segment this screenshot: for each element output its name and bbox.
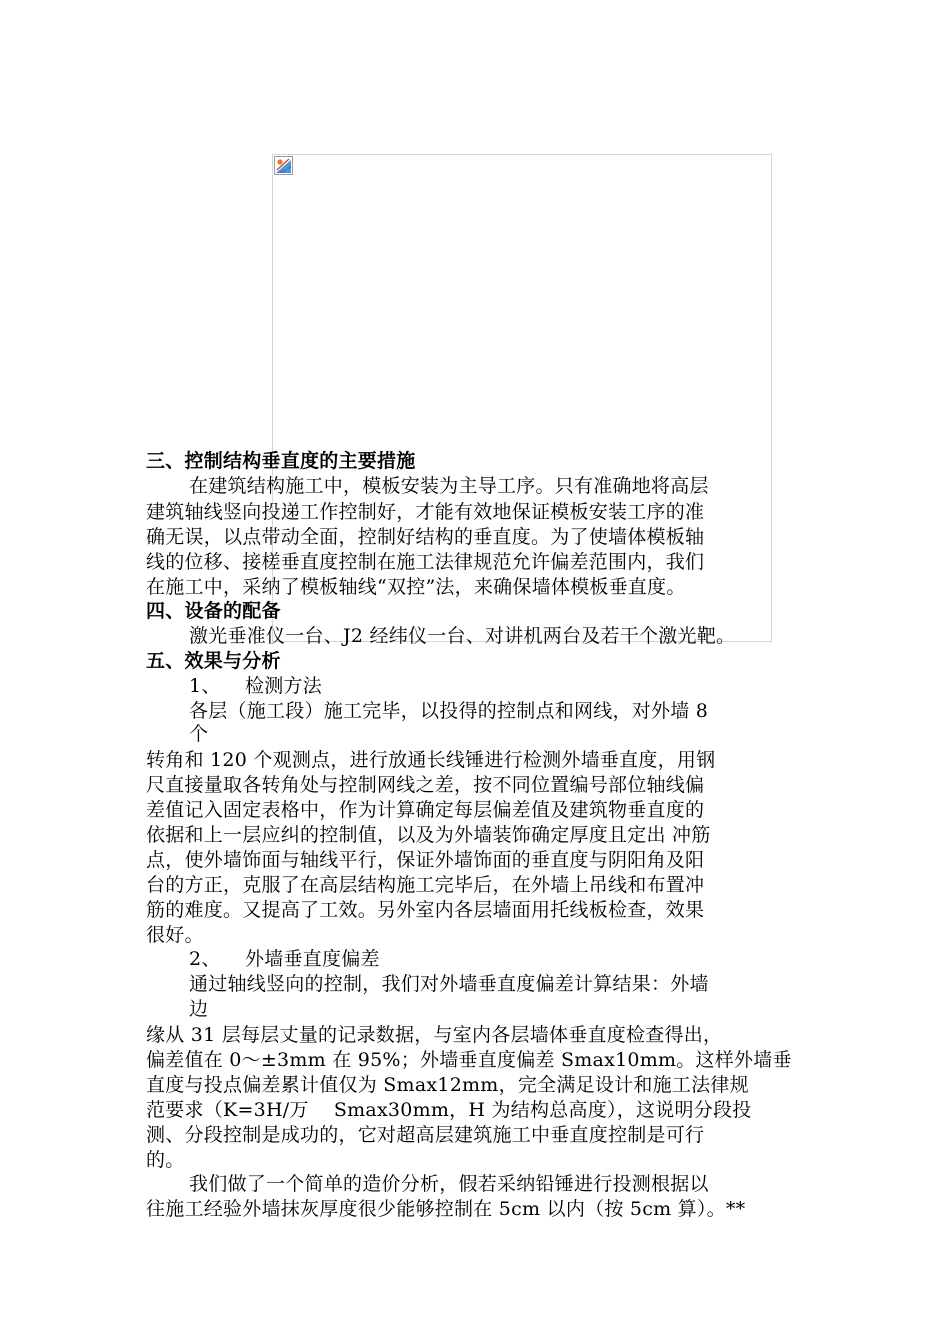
paragraph-line: 个	[189, 723, 209, 745]
subsection-heading-1	[189, 673, 809, 699]
paragraph-line: 线的位移、接槎垂直度控制在施工法律规范允许偏差范围内，我们	[146, 551, 705, 573]
paragraph-line: 在施工中，采纳了模板轴线“双控”法，来确保墙体模板垂直度。	[146, 576, 686, 598]
paragraph-line: 直度与投点偏差累计值仅为 Smax12mm，完全满足设计和施工法律规	[146, 1074, 749, 1096]
section-heading-4: 四、设备的配备	[146, 600, 281, 622]
paragraph-line: 的。	[146, 1149, 185, 1171]
paragraph-line: 往施工经验外墙抹灰厚度很少能够控制在 5cm 以内（按 5cm 算）。**	[146, 1198, 746, 1220]
subsection-title: 外墙垂直度偏差	[245, 948, 380, 970]
paragraph-line: 各层（施工段）施工完毕，以投得的控制点和网线，对外墙 8	[189, 700, 709, 722]
paragraph-line: 建筑轴线竖向投递工作控制好，才能有效地保证模板安装工序的准	[146, 501, 705, 523]
paragraph-line: 差值记入固定表格中，作为计算确定每层偏差值及建筑物垂直度的	[146, 799, 705, 821]
paragraph-line: 范要求（K=3H/万 Smax30mm，H 为结构总高度），这说明分段投	[146, 1099, 752, 1121]
paragraph-line: 尺直接量取各转角处与控制网线之差，按不同位置编号部位轴线偏	[146, 774, 705, 796]
paragraph-line: 边	[189, 998, 209, 1020]
paragraph-line: 在建筑结构施工中，模板安装为主导工序。只有准确地将高层	[189, 475, 709, 497]
paragraph-line: 筋的难度。又提高了工效。另外室内各层墙面用托线板检查，效果	[146, 899, 705, 921]
paragraph-line: 偏差值在 0～±3mm 在 95%；外墙垂直度偏差 Smax10mm。这样外墙垂	[146, 1049, 792, 1071]
paragraph-line: 测、分段控制是成功的，它对超高层建筑施工中垂直度控制是可行	[146, 1124, 705, 1146]
paragraph-line: 很好。	[146, 924, 204, 946]
subsection-heading-2	[189, 946, 809, 972]
subsection-number: 1、	[189, 675, 221, 697]
paragraph-line: 激光垂准仪一台、J2 经纬仪一台、对讲机两台及若干个激光靶。	[189, 625, 736, 647]
paragraph-line: 缘从 31 层每层丈量的记录数据，与室内各层墙体垂直度检查得出，	[146, 1024, 723, 1046]
paragraph-line: 依据和上一层应纠的控制值，以及为外墙装饰确定厚度且定出 冲筋	[146, 824, 711, 846]
broken-image-icon	[274, 156, 293, 175]
subsection-title: 检测方法	[245, 675, 323, 697]
paragraph-line: 转角和 120 个观测点，进行放通长线锤进行检测外墙垂直度，用钢	[146, 749, 716, 771]
paragraph-line: 通过轴线竖向的控制，我们对外墙垂直度偏差计算结果：外墙	[189, 973, 709, 995]
section-heading-5: 五、效果与分析	[146, 650, 281, 672]
paragraph-line: 台的方正，克服了在高层结构施工完毕后，在外墙上吊线和布置冲	[146, 874, 705, 896]
paragraph-line: 确无误，以点带动全面，控制好结构的垂直度。为了使墙体模板轴	[146, 526, 705, 548]
paragraph-line: 我们做了一个简单的造价分析，假若采纳铅锤进行投测根据以	[189, 1173, 709, 1195]
section-heading-3: 三、控制结构垂直度的主要措施	[146, 450, 416, 472]
subsection-number: 2、	[189, 948, 221, 970]
paragraph-line: 点，使外墙饰面与轴线平行，保证外墙饰面的垂直度与阴阳角及阳	[146, 849, 705, 871]
